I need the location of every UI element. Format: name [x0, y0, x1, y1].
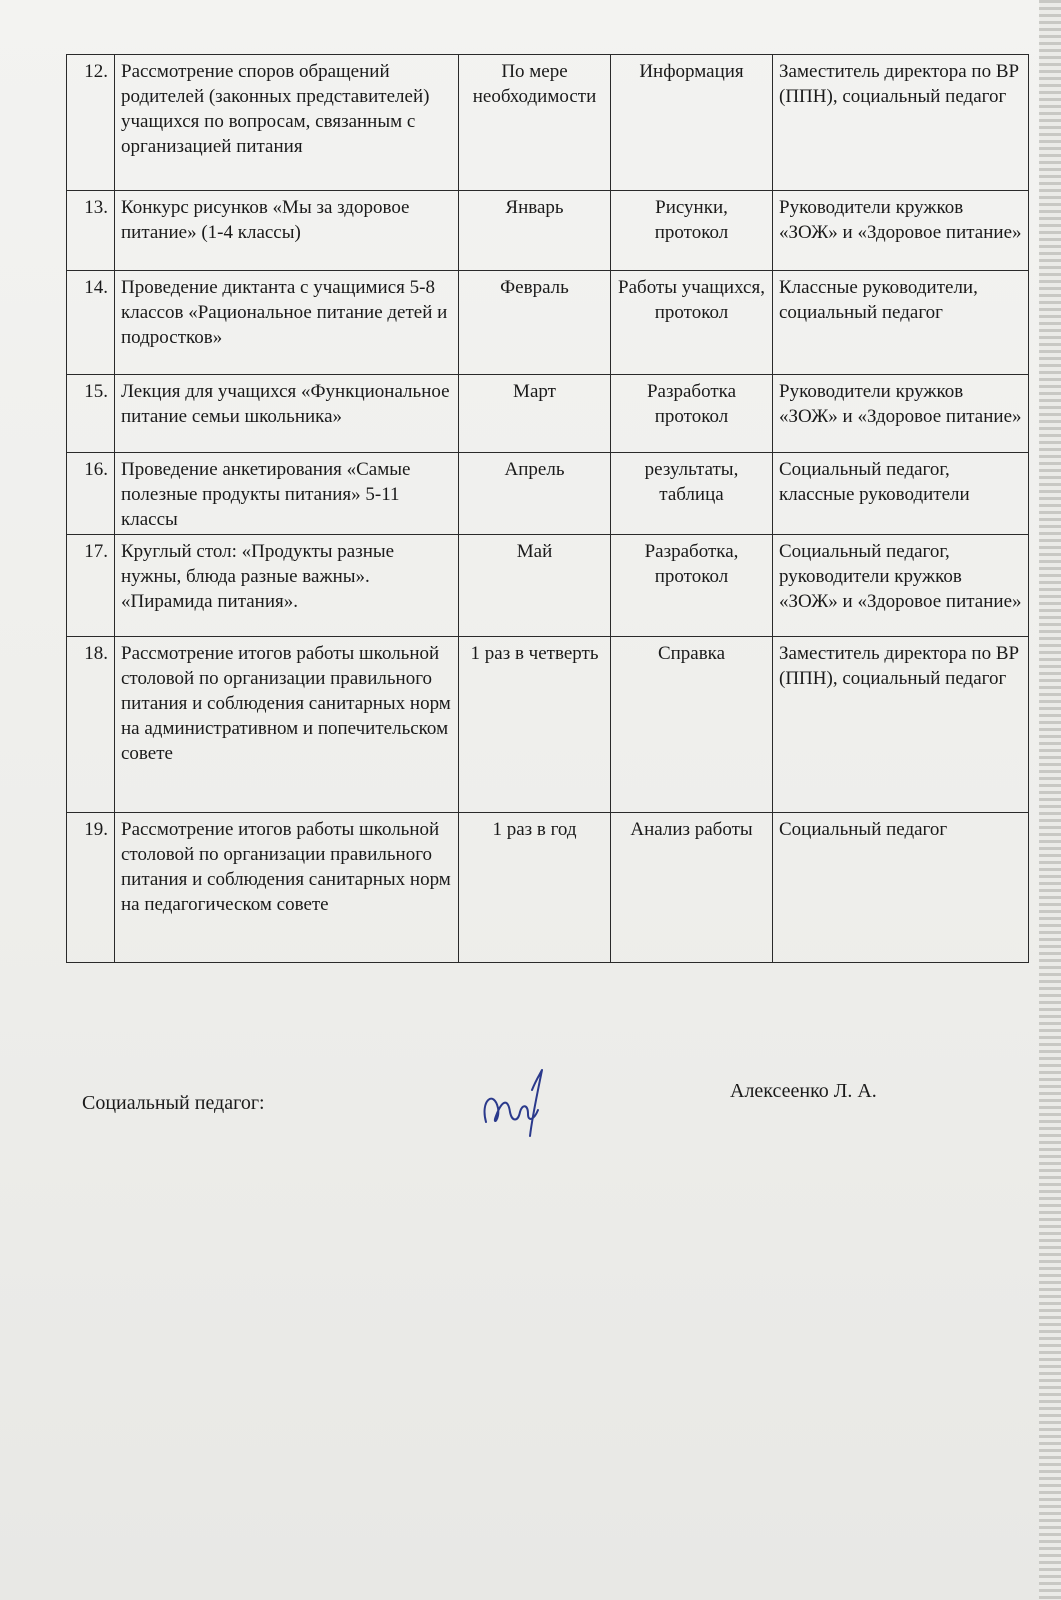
result-cell: Информация: [611, 55, 773, 191]
signature-block: [82, 1080, 962, 1170]
row-number: 19.: [67, 813, 115, 963]
row-number: 15.: [67, 375, 115, 453]
table-row: [67, 55, 1029, 191]
responsible-cell: Заместитель директора по ВР (ППН), социальный педагог: [773, 55, 1029, 191]
perforated-edge: [1039, 0, 1061, 1600]
term-cell: 1 раз в четверть: [459, 637, 611, 813]
signer-name: Алексеенко Л. А.: [730, 1080, 877, 1102]
signature-label: Социальный педагог:: [82, 1092, 265, 1114]
responsible-cell: Социальный педагог, руководители кружков «ЗОЖ» и «Здоровое питание»: [773, 535, 1029, 637]
table-row: [67, 453, 1029, 535]
responsible-cell: Социальный педагог: [773, 813, 1029, 963]
event-cell: Рассмотрение споров обращений родителей (законных представителей) учащихся по вопросам, связанным с организацией питания: [115, 55, 459, 191]
table-row: [67, 535, 1029, 637]
responsible-cell: Руководители кружков «ЗОЖ» и «Здоровое питание»: [773, 191, 1029, 271]
event-cell: Круглый стол: «Продукты разные нужны, блюда разные важны». «Пирамида питания».: [115, 535, 459, 637]
result-cell: Справка: [611, 637, 773, 813]
result-cell: результаты, таблица: [611, 453, 773, 535]
result-cell: Анализ работы: [611, 813, 773, 963]
event-cell: Проведение диктанта с учащимися 5-8 классов «Рациональное питание детей и подростков»: [115, 271, 459, 375]
term-cell: Апрель: [459, 453, 611, 535]
row-number: 13.: [67, 191, 115, 271]
row-number: 16.: [67, 453, 115, 535]
term-cell: По мере необходимости: [459, 55, 611, 191]
result-cell: Рисунки, протокол: [611, 191, 773, 271]
event-cell: Лекция для учащихся «Функциональное питание семьи школьника»: [115, 375, 459, 453]
term-cell: Январь: [459, 191, 611, 271]
row-number: 17.: [67, 535, 115, 637]
table-row: [67, 813, 1029, 963]
table-row: [67, 191, 1029, 271]
handwritten-signature: [472, 1060, 562, 1140]
term-cell: Май: [459, 535, 611, 637]
responsible-cell: Социальный педагог, классные руководители: [773, 453, 1029, 535]
result-cell: Разработка протокол: [611, 375, 773, 453]
events-table: [66, 54, 1029, 963]
term-cell: Март: [459, 375, 611, 453]
responsible-cell: Руководители кружков «ЗОЖ» и «Здоровое питание»: [773, 375, 1029, 453]
responsible-cell: Заместитель директора по ВР (ППН), социальный педагог: [773, 637, 1029, 813]
event-cell: Проведение анкетирования «Самые полезные продукты питания» 5-11 классы: [115, 453, 459, 535]
table-row: [67, 271, 1029, 375]
row-number: 14.: [67, 271, 115, 375]
table-row: [67, 375, 1029, 453]
event-cell: Рассмотрение итогов работы школьной столовой по организации правильного питания и соблюдения санитарных норм на педагогическом совете: [115, 813, 459, 963]
events-table-body: [67, 55, 1029, 963]
term-cell: Февраль: [459, 271, 611, 375]
row-number: 12.: [67, 55, 115, 191]
result-cell: Разработка, протокол: [611, 535, 773, 637]
table-row: [67, 637, 1029, 813]
row-number: 18.: [67, 637, 115, 813]
term-cell: 1 раз в год: [459, 813, 611, 963]
event-cell: Конкурс рисунков «Мы за здоровое питание» (1-4 классы): [115, 191, 459, 271]
responsible-cell: Классные руководители, социальный педагог: [773, 271, 1029, 375]
result-cell: Работы учащихся, протокол: [611, 271, 773, 375]
event-cell: Рассмотрение итогов работы школьной столовой по организации правильного питания и соблюдения санитарных норм на административном и попечительском совете: [115, 637, 459, 813]
